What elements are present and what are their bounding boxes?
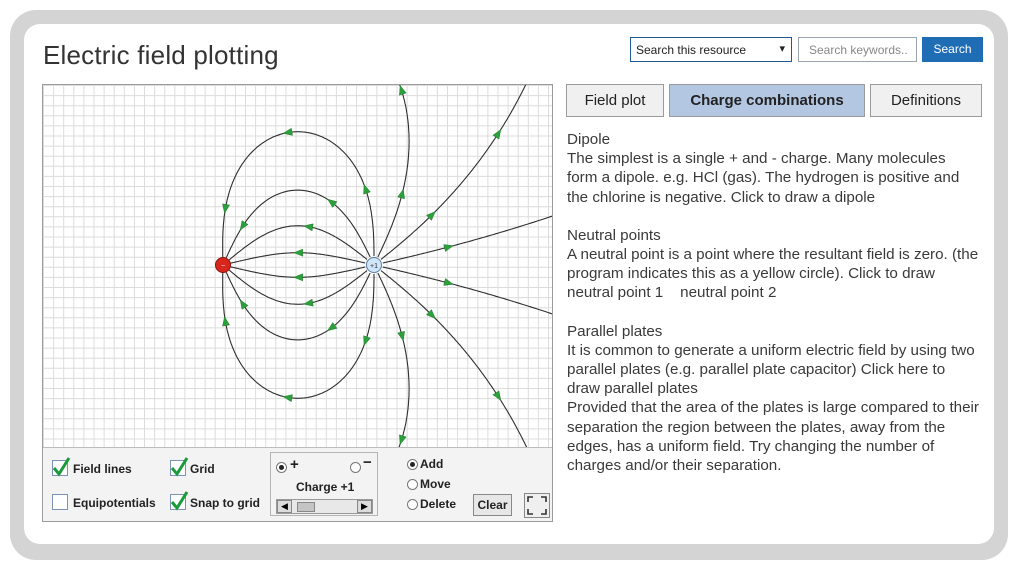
search-button[interactable]: Search: [922, 37, 983, 62]
field-arrow: [294, 274, 303, 281]
chevron-down-icon: ▾: [779, 43, 785, 55]
dipole-text[interactable]: The simplest is a single + and - charge. Many molecules form a dipole. e.g. HCl (gas). The hydrogen is positive and the chlorine is negative. Click to draw a dipole: [567, 150, 960, 206]
field-plot-canvas[interactable]: [43, 85, 552, 447]
mode-add-radio[interactable]: [407, 459, 418, 470]
neutral-points-heading: Neutral points: [567, 226, 661, 244]
checkmark-icon: [169, 456, 189, 478]
parallel-plates-text[interactable]: It is common to generate a uniform electric field by using two parallel plates (e.g. parallel plate capacitor) Click here to draw parallel plates: [567, 341, 975, 398]
field-arrow: [282, 393, 292, 402]
field-arrow: [398, 331, 407, 341]
tab-field-plot[interactable]: Field plot: [566, 84, 664, 117]
mode-move-label: Move: [420, 477, 451, 491]
field-lines-label: Field lines: [73, 462, 132, 476]
field-arrow: [361, 336, 371, 347]
parallel-plates-explanation: Provided that the area of the plates is large compared to their separation the region between the plates, away from the edges, has a uniform field. Try changing the number of charges and/or their separation.: [567, 399, 979, 475]
equipotentials-checkbox[interactable]: [52, 494, 68, 510]
neutral-points-text[interactable]: A neutral point is a point where the resultant field is zero. (the program indicates this as a yellow circle). Click to draw neutral point 1 neutral point 2: [567, 246, 979, 302]
tab-definitions[interactable]: Definitions: [870, 84, 982, 117]
field-arrow: [397, 85, 407, 95]
positive-charge-label: +1: [370, 263, 378, 270]
checkmark-icon: [169, 490, 189, 512]
field-line: [381, 271, 536, 447]
search-input[interactable]: Search keywords..: [798, 37, 917, 62]
field-line: [378, 273, 409, 447]
charge-value-label: Charge +1: [296, 480, 355, 494]
negative-charge[interactable]: [216, 258, 231, 273]
field-arrow: [294, 249, 303, 256]
field-arrow: [398, 188, 407, 198]
field-simulation[interactable]: [42, 84, 553, 522]
field-line: [381, 85, 535, 259]
search-scope-select[interactable]: [630, 37, 792, 62]
page-title: Electric field plotting: [43, 40, 279, 70]
field-arrow: [303, 222, 313, 231]
slider-right-arrow-icon[interactable]: ▶: [357, 500, 372, 513]
slider-thumb[interactable]: [297, 502, 315, 512]
charge-plus-symbol: +: [290, 456, 299, 473]
mode-delete-radio[interactable]: [407, 499, 418, 510]
checkmark-icon: [51, 456, 71, 478]
field-arrow: [303, 299, 313, 308]
grid-label: Grid: [190, 462, 215, 476]
charge-minus-symbol: −: [363, 454, 372, 471]
positive-charge[interactable]: [367, 258, 382, 273]
fullscreen-icon: [525, 494, 549, 517]
svg-text:−: −: [220, 263, 226, 270]
field-line: [229, 267, 365, 278]
equipotentials-label: Equipotentials: [73, 496, 156, 510]
field-lines-checkbox[interactable]: [52, 460, 68, 476]
grid-checkbox[interactable]: [170, 460, 186, 476]
field-arrows: [221, 85, 504, 446]
field-arrow: [444, 278, 455, 287]
fullscreen-button[interactable]: [524, 493, 550, 518]
field-arrow: [397, 435, 407, 446]
mode-delete-label: Delete: [420, 497, 457, 511]
charge-selector: [270, 452, 378, 516]
field-arrow: [221, 204, 230, 214]
charge-minus-radio[interactable]: [350, 462, 361, 473]
search-scope-label: Search this resource: [636, 43, 747, 57]
grid-lines: [43, 85, 552, 447]
tab-charge-combinations[interactable]: Charge combinations: [669, 84, 865, 117]
field-arrow: [361, 183, 371, 194]
snap-to-grid-checkbox[interactable]: [170, 494, 186, 510]
control-panel: [43, 447, 552, 522]
dipole-heading[interactable]: Dipole: [567, 131, 611, 148]
content-panel: [567, 130, 979, 475]
parallel-plates-heading: Parallel plates: [567, 322, 663, 340]
field-line: [378, 85, 409, 257]
snap-to-grid-label: Snap to grid: [190, 496, 260, 510]
field-line: [229, 253, 365, 264]
charge-slider[interactable]: [276, 499, 373, 514]
clear-button[interactable]: Clear: [473, 494, 512, 516]
slider-left-arrow-icon[interactable]: ◀: [277, 500, 292, 513]
charge-plus-radio[interactable]: [276, 462, 287, 473]
mode-add-label: Add: [420, 457, 444, 471]
mode-move-radio[interactable]: [407, 479, 418, 490]
field-arrow: [237, 221, 248, 232]
